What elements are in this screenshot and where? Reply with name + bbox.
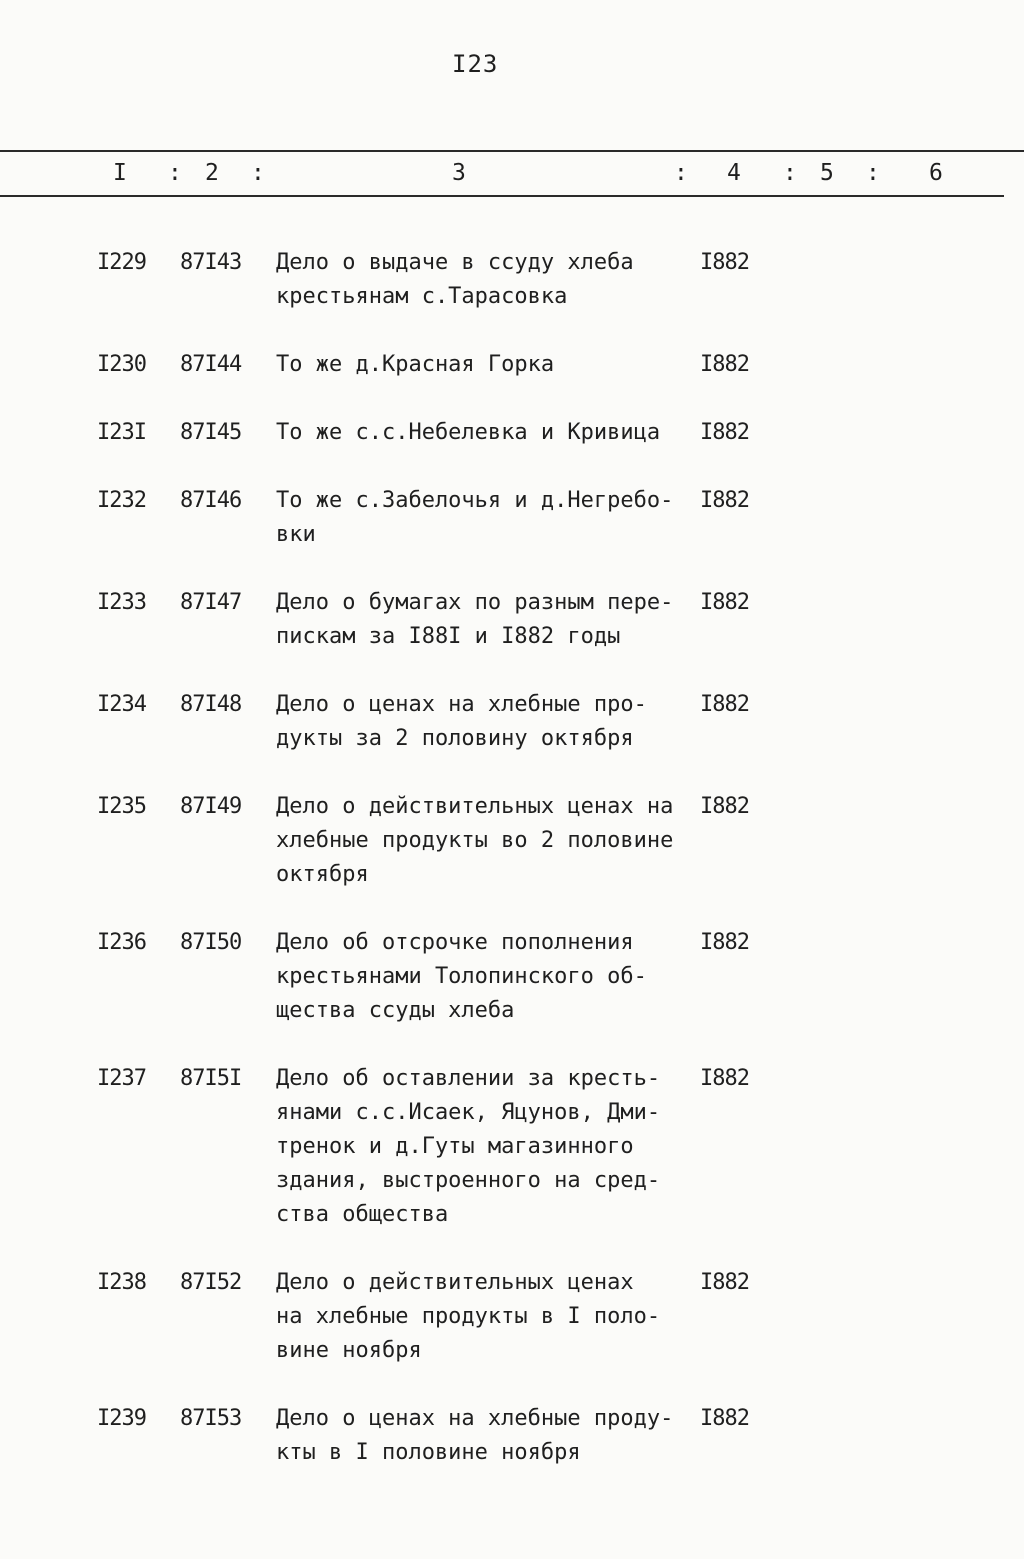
- file-year: I882: [700, 1406, 749, 1431]
- row-number: I235: [97, 794, 146, 819]
- file-title-line: Дело о действительных ценах на: [276, 794, 674, 819]
- archive-number: 87I50: [180, 930, 242, 955]
- file-title-line: крестьянам с.Тарасовка: [276, 284, 568, 309]
- file-title: [276, 926, 696, 1028]
- column-separator: :: [674, 160, 688, 186]
- archive-number: 87I52: [180, 1270, 242, 1295]
- column-separator: :: [866, 160, 880, 186]
- column-separator: :: [783, 160, 797, 186]
- page-number: I23: [452, 50, 499, 78]
- file-title-line: Дело о ценах на хлебные про-: [276, 692, 647, 717]
- header-top-rule: [0, 150, 1024, 152]
- file-title-line: Дело о ценах на хлебные проду-: [276, 1406, 674, 1431]
- file-title-line: Дело о действительных ценах: [276, 1270, 634, 1295]
- row-number: I237: [97, 1066, 146, 1091]
- column-header-3: 3: [452, 160, 466, 186]
- file-year: I882: [700, 930, 749, 955]
- archive-number: 87I44: [180, 352, 242, 377]
- column-header-5: 5: [820, 160, 834, 186]
- file-year: I882: [700, 488, 749, 513]
- file-title-line: То же с.с.Небелевка и Кривица: [276, 420, 661, 445]
- file-year: I882: [700, 352, 749, 377]
- file-title: [276, 790, 696, 892]
- file-year: I882: [700, 420, 749, 445]
- archive-number: 87I47: [180, 590, 242, 615]
- row-number: I238: [97, 1270, 146, 1295]
- file-title-line: пискам за I88I и I882 годы: [276, 624, 621, 649]
- file-title: [276, 1266, 696, 1368]
- row-number: I233: [97, 590, 146, 615]
- archive-number: 87I45: [180, 420, 242, 445]
- file-year: I882: [700, 250, 749, 275]
- file-title-line: кты в I половине ноября: [276, 1440, 581, 1465]
- file-title-line: янами с.с.Исаек, Яцунов, Дми-: [276, 1100, 661, 1125]
- file-year: I882: [700, 1270, 749, 1295]
- file-title: [276, 484, 696, 552]
- file-title-line: здания, выстроенного на сред-: [276, 1168, 661, 1193]
- file-title-line: Дело о выдаче в ссуду хлеба: [276, 250, 634, 275]
- archive-number: 87I48: [180, 692, 242, 717]
- file-title: [276, 1062, 696, 1232]
- file-title: [276, 1402, 696, 1470]
- file-title: [276, 348, 696, 382]
- file-title: [276, 688, 696, 756]
- file-year: I882: [700, 590, 749, 615]
- file-title-line: на хлебные продукты в I поло-: [276, 1304, 661, 1329]
- file-title-line: вки: [276, 522, 316, 547]
- file-title-line: хлебные продукты во 2 половине: [276, 828, 674, 853]
- column-header-6: 6: [929, 160, 943, 186]
- column-header-1: I: [113, 160, 127, 186]
- column-header-4: 4: [727, 160, 741, 186]
- file-title: [276, 246, 696, 314]
- file-title: [276, 586, 696, 654]
- file-year: I882: [700, 692, 749, 717]
- archive-number: 87I53: [180, 1406, 242, 1431]
- file-title-line: октября: [276, 862, 369, 887]
- archive-number: 87I46: [180, 488, 242, 513]
- row-number: I230: [97, 352, 146, 377]
- header-bottom-rule: [0, 195, 1004, 197]
- row-number: I23I: [97, 420, 146, 445]
- file-title-line: Дело об отсрочке пополнения: [276, 930, 634, 955]
- column-header-2: 2: [205, 160, 219, 186]
- file-title-line: То же с.Забелочья и д.Негребо-: [276, 488, 674, 513]
- archive-number: 87I5I: [180, 1066, 242, 1091]
- row-number: I236: [97, 930, 146, 955]
- file-year: I882: [700, 1066, 749, 1091]
- column-separator: :: [168, 160, 182, 186]
- column-header-row: [0, 160, 1024, 192]
- file-title-line: Дело о бумагах по разным пере-: [276, 590, 674, 615]
- file-title-line: ства общества: [276, 1202, 449, 1227]
- row-number: I239: [97, 1406, 146, 1431]
- row-number: I234: [97, 692, 146, 717]
- row-number: I229: [97, 250, 146, 275]
- file-title-line: тренок и д.Гуты магазинного: [276, 1134, 634, 1159]
- row-number: I232: [97, 488, 146, 513]
- file-title-line: дукты за 2 половину октября: [276, 726, 634, 751]
- file-title-line: крестьянами Толопинского об-: [276, 964, 647, 989]
- file-title: [276, 416, 696, 450]
- column-separator: :: [251, 160, 265, 186]
- file-title-line: вине ноября: [276, 1338, 422, 1363]
- file-title-line: Дело об оставлении за кресть-: [276, 1066, 661, 1091]
- file-title-line: щества ссуды хлеба: [276, 998, 515, 1023]
- archive-number: 87I49: [180, 794, 242, 819]
- file-title-line: То же д.Красная Горка: [276, 352, 555, 377]
- archive-number: 87I43: [180, 250, 242, 275]
- file-year: I882: [700, 794, 749, 819]
